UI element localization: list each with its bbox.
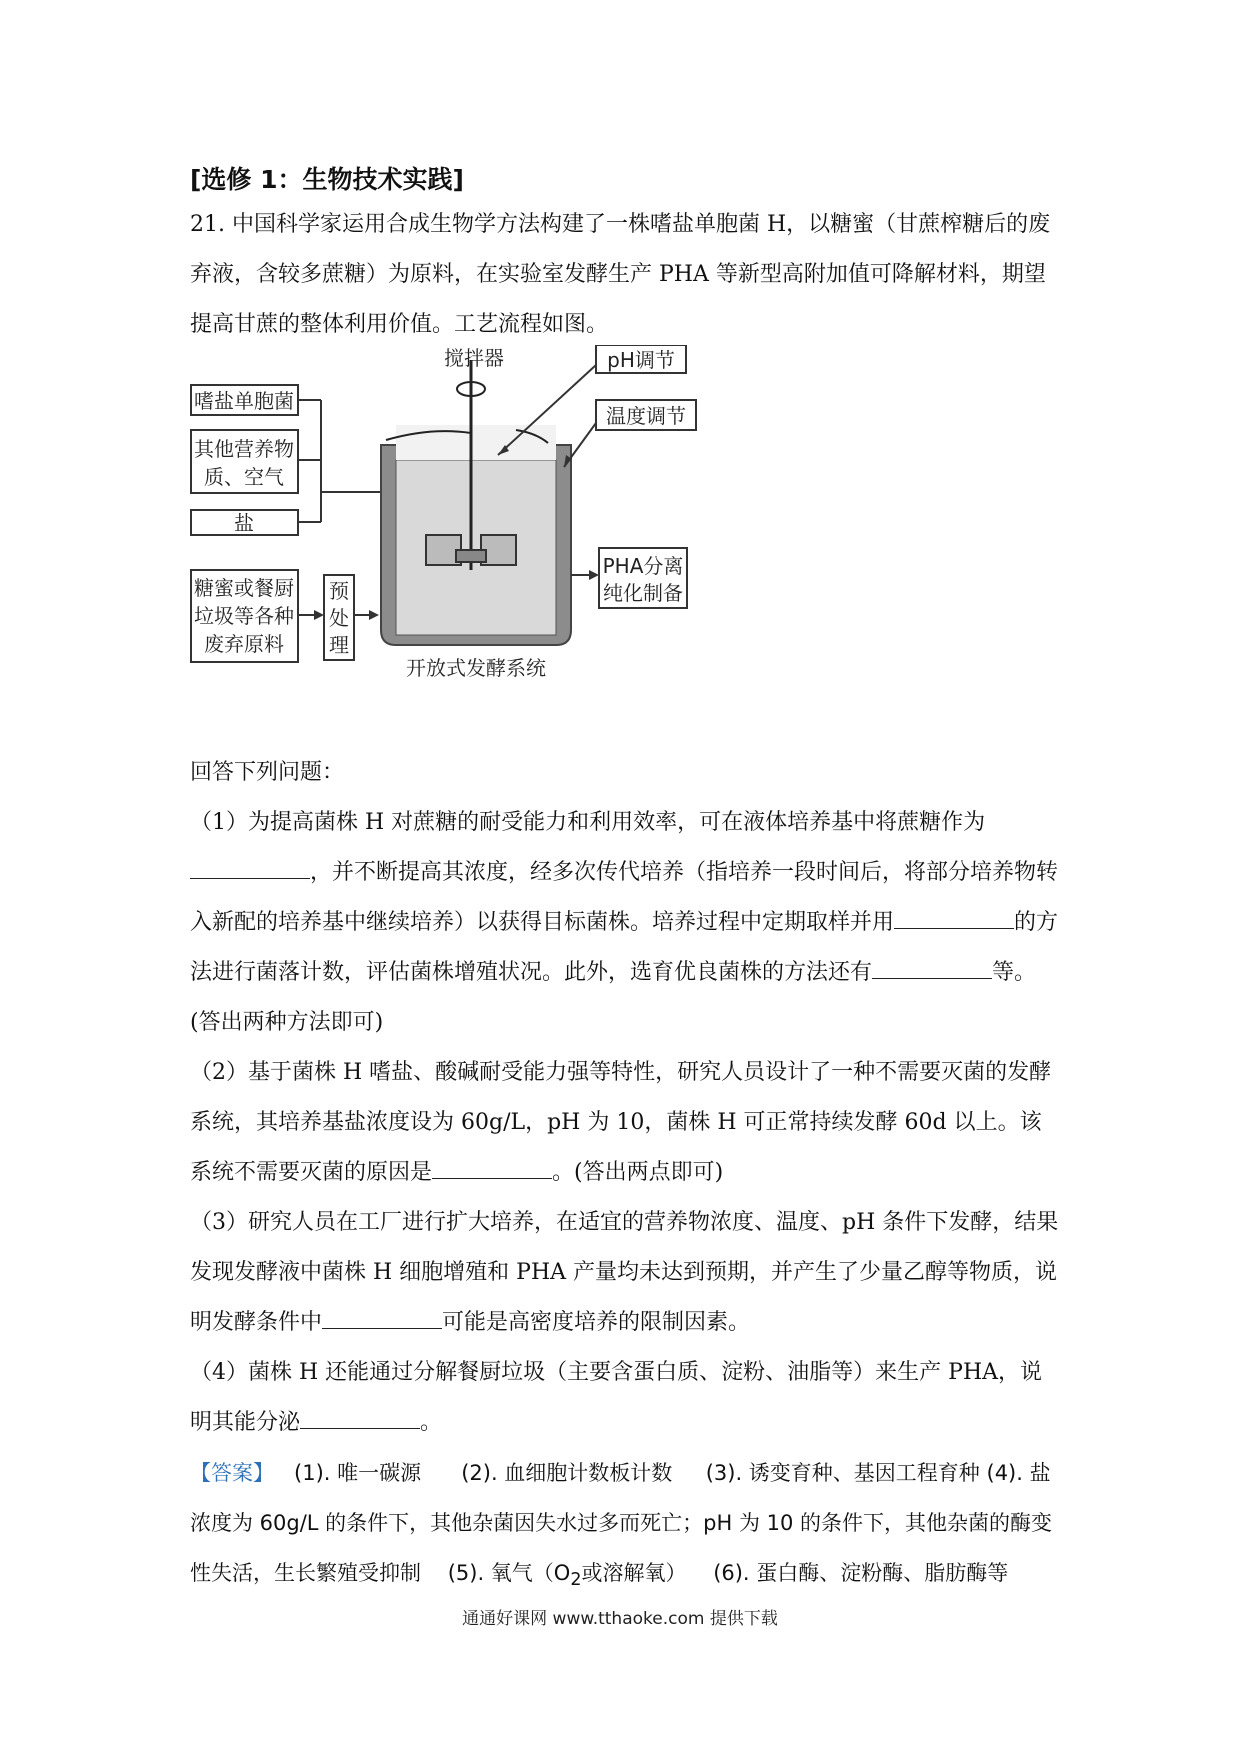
box-waste-line3: 废弃原料 (204, 632, 284, 656)
output-line1: PHA分离 (602, 554, 684, 578)
process-flow-diagram (186, 345, 786, 745)
blank-3[interactable] (872, 950, 992, 979)
question-2: （2）基于菌株 H 嗜盐、酸碱耐受能力强等特性，研究人员设计了一种不需要灭菌的发酵系统，其培养基盐浓度设为 60g/L，pH 为 10，菌株 H 可正常持续发酵 60d 以上。该系统不需要灭菌的原因是 。(答出两点即可) (190, 1060, 1052, 1185)
stirrer-label: 搅拌器 (444, 346, 504, 370)
pretreatment-char2: 处 (329, 606, 349, 630)
pretreatment-char1: 预 (329, 579, 349, 603)
question-4: （4）菌株 H 还能通过分解餐厨垃圾（主要含蛋白质、淀粉、油脂等）来生产 PHA，说明其能分泌 。 (190, 1360, 1043, 1435)
box-salt-label: 盐 (234, 511, 254, 535)
answer-prompt: 回答下列问题： (190, 760, 345, 785)
pretreatment-char3: 理 (329, 633, 349, 657)
answer-tag: 【答案】 (190, 1461, 274, 1485)
box-nutrients-line1: 其他营养物 (194, 437, 294, 461)
output-line2: 纯化制备 (603, 581, 683, 605)
answer-block (190, 1448, 1070, 1605)
section-title: [选修 1：生物技术实践] (190, 165, 464, 194)
answer-1: (1). 唯一碳源 (294, 1461, 422, 1485)
box-nutrients-line2: 质、空气 (204, 465, 284, 489)
box-waste-line2: 垃圾等各种 (194, 604, 294, 628)
blank-5[interactable] (322, 1300, 442, 1329)
blank-2[interactable] (894, 900, 1014, 929)
box-waste-line1: 糖蜜或餐厨 (194, 576, 294, 600)
question-3: （3）研究人员在工厂进行扩大培养，在适宜的营养物浓度、温度、pH 条件下发酵，结果发现发酵液中菌株 H 细胞增殖和 PHA 产量均未达到预期，并产生了少量乙醇等物质，说明发酵条件中 可能是高密度培养的限制因素。 (190, 1210, 1059, 1335)
box-halophile-label: 嗜盐单胞菌 (194, 389, 294, 413)
answer-6: (6). 蛋白酶、淀粉酶、脂肪酶等 (713, 1561, 1009, 1585)
ph-label: pH调节 (607, 348, 675, 372)
blank-6[interactable] (300, 1400, 420, 1429)
diagram-caption: 开放式发酵系统 (406, 656, 546, 680)
question-1: （1）为提高菌株 H 对蔗糖的耐受能力和利用效率，可在液体培养基中将蔗糖作为 ，并不断提高其浓度，经多次传代培养（指培养一段时间后，将部分培养物转入新配的培养基中继续培养）以获得目标菌株。培养过程中定期取样并用 的方法进行菌落计数，评估菌株增殖状况。此外，选育优良菌株的方法还有 等。(答出两种方法即可) (190, 810, 1059, 1035)
blank-1[interactable] (190, 850, 310, 879)
blank-4[interactable] (432, 1150, 552, 1179)
answer-4: (4). 盐浓度为 60g/L 的条件下，其他杂菌因失水过多而死亡；pH 为 10 的条件下，其他杂菌的酶变性失活，生长繁殖受抑制 (190, 1461, 1053, 1585)
answer-2: (2). 血细胞计数板计数 (461, 1461, 673, 1485)
answer-3: (3). 诱变育种、基因工程育种 (705, 1461, 980, 1485)
question-stem: 21. 中国科学家运用合成生物学方法构建了一株嗜盐单胞菌 H，以糖蜜（甘蔗榨糖后的废弃液，含较多蔗糖）为原料，在实验室发酵生产 PHA 等新型高附加值可降解材料，期望提高甘蔗的整体利用价值。工艺流程如图。 (190, 212, 1051, 337)
fermenter-liquid (396, 460, 556, 635)
footer: 通通好课网 www.tthaoke.com 提供下载 (462, 1609, 778, 1629)
answer-5: (5). 氧气（$O_2$或溶解氧） (447, 1561, 687, 1591)
temperature-label: 温度调节 (606, 404, 686, 428)
